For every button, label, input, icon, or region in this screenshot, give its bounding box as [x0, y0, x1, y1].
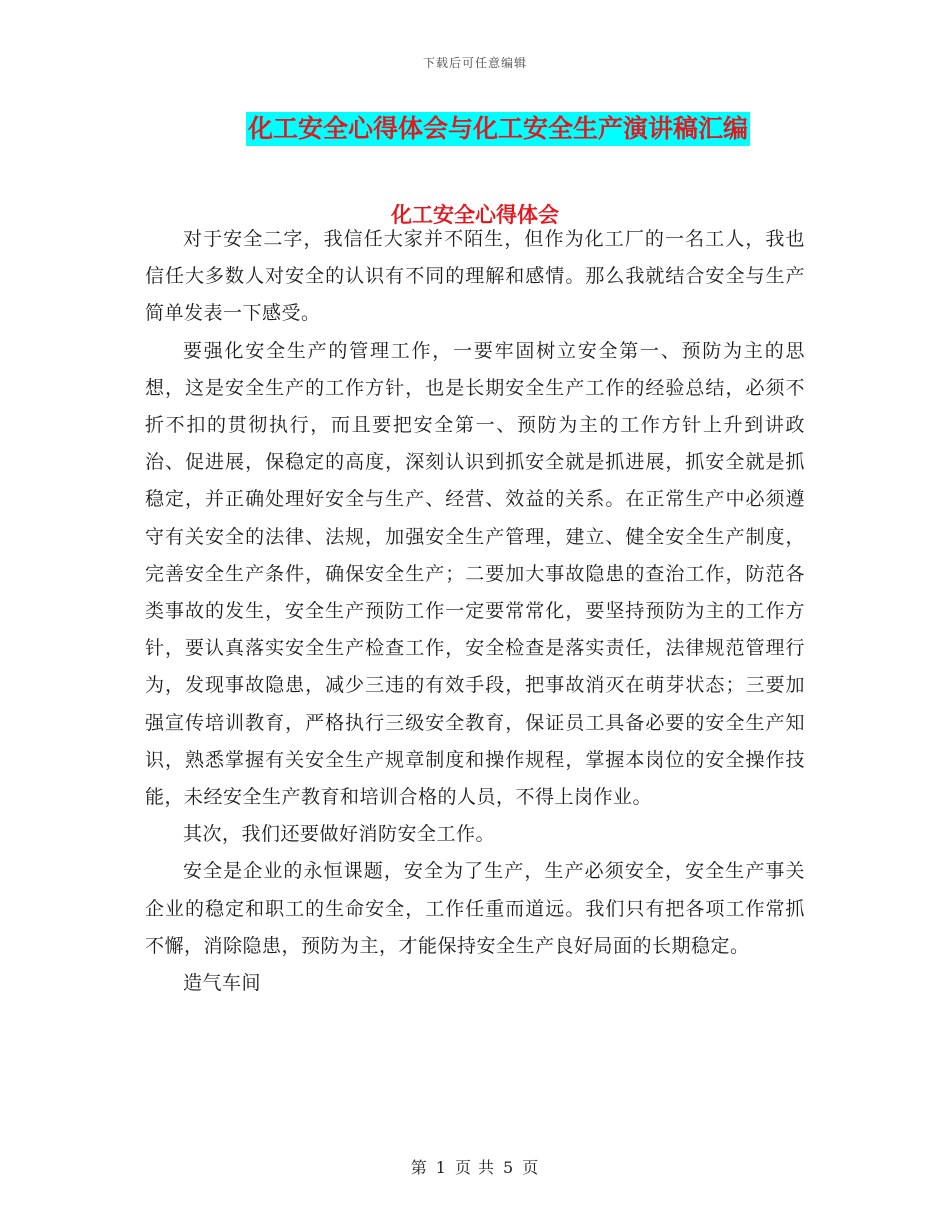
page-footer — [0, 1155, 950, 1178]
document-body — [145, 221, 805, 1002]
section-title: 化工安全心得体会 — [391, 203, 559, 227]
header-note: 下载后可任意编辑 — [422, 56, 527, 70]
paragraph-conclusion: 安全是企业的永恒课题，安全为了生产，生产必须安全，安全生产事关企业的稳定和职工的生命安全，工作任重而道远。我们只有把各项工作常抓不懈，消除隐患，预防为主，才能保持安全生产良好局面的长期稳定。 — [145, 860, 805, 957]
paragraph-fire-safety: 其次，我们还要做好消防安全工作。 — [183, 823, 496, 846]
footer-total-pages: 5 — [503, 1158, 515, 1177]
paragraph-signature: 造气车间 — [183, 972, 262, 995]
paragraph-intro: 对于安全二字，我信任大家并不陌生，但作为化工厂的一名工人，我也信任大多数人对安全的认识有不同的理解和感情。那么我就结合安全与生产简单发表一下感受。 — [145, 228, 805, 325]
footer-middle: 页 共 — [454, 1158, 496, 1177]
paragraph-management: 要强化安全生产的管理工作，一要牢固树立安全第一、预防为主的思想，这是安全生产的工作方针，也是长期安全生产工作的经验总结，必须不折不扣的贯彻执行，而且要把安全第一、预防为主的工作方针上升到讲政治、促进展，保稳定的高度，深刻认识到抓安全就是抓进展，抓安全就是抓稳定，并正确处理好安全与生产、经营、效益的关系。在正常生产中必须遵守有关安全的法律、法规，加强安全生产管理，建立、健全安全生产制度，完善安全生产条件，确保安全生产；二要加大事故隐患的查治工作，防范各类事故的发生，安全生产预防工作一定要常常化，要坚持预防为主的工作方针，要认真落实安全生产检查工作，安全检查是落实责任，法律规范管理行为，发现事故隐患，减少三违的有效手段，把事故消灭在萌芽状态；三要加强宣传培训教育，严格执行三级安全教育，保证员工具备必要的安全生产知识，熟悉掌握有关安全生产规章制度和操作规程，掌握本岗位的安全操作技能，未经安全生产教育和培训合格的人员，不得上岗作业。 — [145, 339, 805, 809]
main-title: 化工安全心得体会与化工安全生产演讲稿汇编 — [246, 112, 750, 146]
footer-prefix: 第 — [410, 1158, 428, 1177]
main-title-container — [0, 112, 950, 146]
footer-suffix: 页 — [522, 1158, 540, 1177]
footer-page-number: 1 — [435, 1158, 447, 1177]
